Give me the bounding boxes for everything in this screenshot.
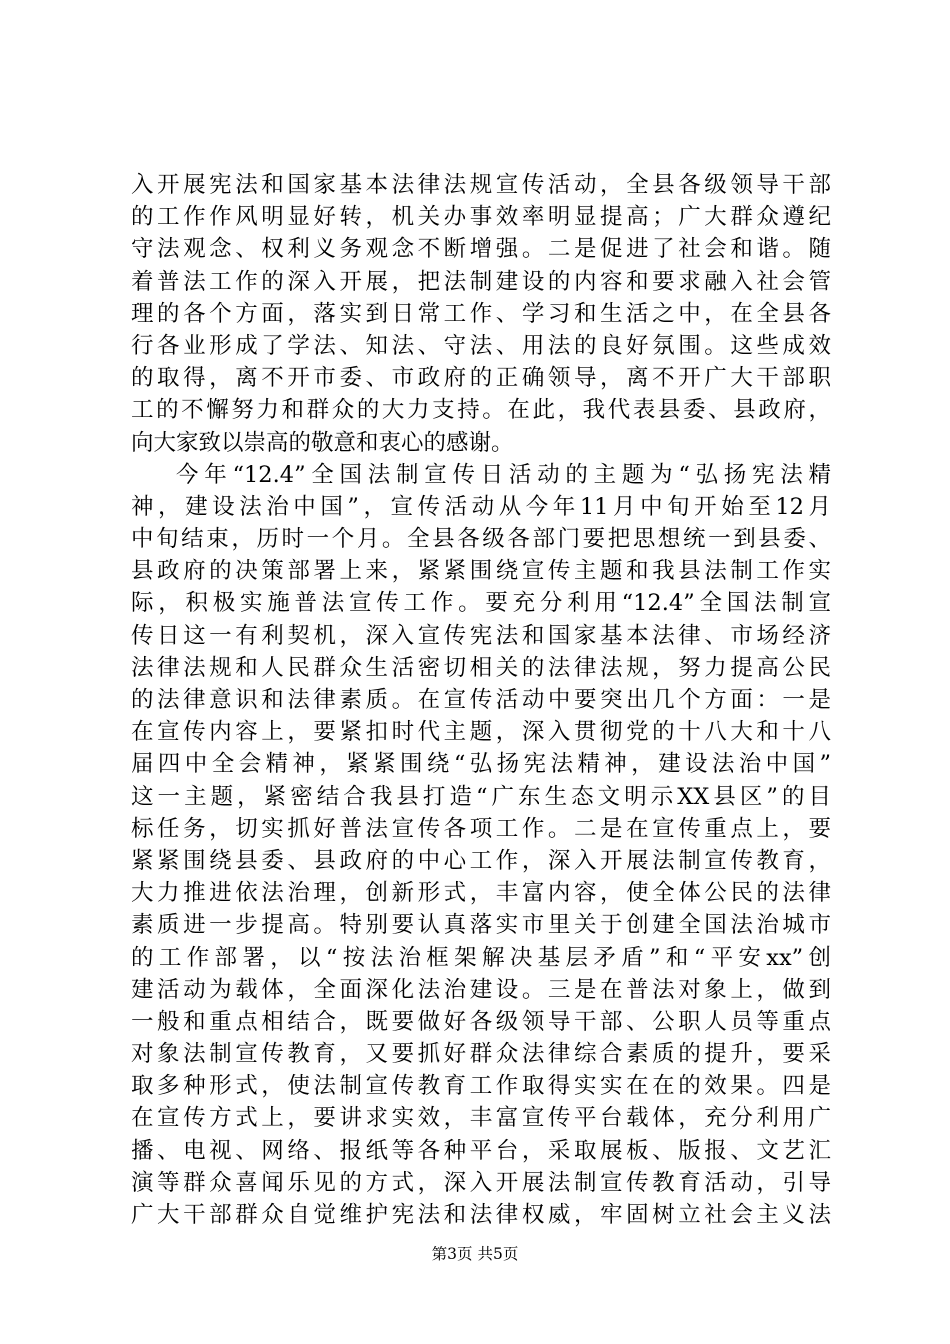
- text-line: 工的不懈努力和群众的大力支持。在此，我代表县委、县政府，: [131, 397, 831, 424]
- paragraph-first-line: 今年“12.4”全国法制宣传日活动的主题为“弘扬宪法精: [176, 461, 831, 488]
- text-line: 际，积极实施普法宣传工作。要充分利用“12.4”全国法制宣: [131, 590, 831, 617]
- text-line: 演等群众喜闻乐见的方式，深入开展法制宣传教育活动，引导: [131, 1169, 831, 1196]
- text-line: 向大家致以崇高的敬意和衷心的感谢。: [131, 429, 514, 456]
- text-line: 在宣传内容上，要紧扣时代主题，深入贯彻党的十八大和十八: [131, 719, 831, 746]
- text-line: 法律法规和人民群众生活密切相关的法律法规，努力提高公民: [131, 654, 831, 681]
- text-line: 播、电视、网络、报纸等各种平台，采取展板、版报、文艺汇: [131, 1137, 831, 1164]
- text-line: 大力推进依法治理，创新形式，丰富内容，使全体公民的法律: [131, 880, 831, 907]
- text-line: 县政府的决策部署上来，紧紧围绕宣传主题和我县法制工作实: [131, 558, 831, 585]
- text-line: 行各业形成了学法、知法、守法、用法的良好氛围。这些成效: [131, 332, 831, 359]
- text-line: 一般和重点相结合，既要做好各级领导干部、公职人员等重点: [131, 1008, 831, 1035]
- text-line: 素质进一步提高。特别要认真落实市里关于创建全国法治城市: [131, 912, 831, 939]
- text-line: 取多种形式，使法制宣传教育工作取得实实在在的效果。四是: [131, 1073, 831, 1100]
- text-line: 的取得，离不开市委、市政府的正确领导，离不开广大干部职: [131, 365, 831, 392]
- text-line: 的工作部署，以“按法治框架解决基层矛盾”和“平安xx”创: [131, 944, 831, 971]
- text-line: 广大干部群众自觉维护宪法和法律权威，牢固树立社会主义法: [131, 1202, 831, 1228]
- text-line: 届四中全会精神，紧紧围绕“弘扬宪法精神，建设法治中国”: [131, 751, 831, 778]
- text-line: 传日这一有利契机，深入宣传宪法和国家基本法律、市场经济: [131, 622, 831, 649]
- text-line: 对象法制宣传教育，又要抓好群众法律综合素质的提升，要采: [131, 1041, 831, 1068]
- page-number-footer: 第3页 共5页: [431, 1245, 519, 1263]
- text-line: 入开展宪法和国家基本法律法规宣传活动，全县各级领导干部: [131, 172, 831, 198]
- text-line: 在宣传方式上，要讲求实效，丰富宣传平台载体，充分利用广: [131, 1105, 831, 1132]
- text-line: 中旬结束，历时一个月。全县各级各部门要把思想统一到县委、: [131, 526, 831, 553]
- text-line: 标任务，切实抓好普法宣传各项工作。二是在宣传重点上，要: [131, 815, 831, 842]
- text-line: 守法观念、权利义务观念不断增强。二是促进了社会和谐。随: [131, 236, 831, 263]
- text-line: 神，建设法治中国”，宣传活动从今年11月中旬开始至12月: [131, 493, 831, 520]
- text-line: 这一主题，紧密结合我县打造“广东生态文明示XX县区”的目: [131, 783, 831, 810]
- text-line: 理的各个方面，落实到日常工作、学习和生活之中，在全县各: [131, 300, 831, 327]
- text-line: 的法律意识和法律素质。在宣传活动中要突出几个方面：一是: [131, 687, 831, 713]
- text-line: 建活动为载体，全面深化法治建设。三是在普法对象上，做到: [131, 976, 831, 1003]
- text-line: 紧紧围绕县委、县政府的中心工作，深入开展法制宣传教育，: [131, 847, 831, 874]
- text-line: 着普法工作的深入开展，把法制建设的内容和要求融入社会管: [131, 268, 831, 295]
- body-text: [131, 169, 831, 1231]
- text-line: 的工作作风明显好转，机关办事效率明显提高；广大群众遵纪: [131, 204, 831, 231]
